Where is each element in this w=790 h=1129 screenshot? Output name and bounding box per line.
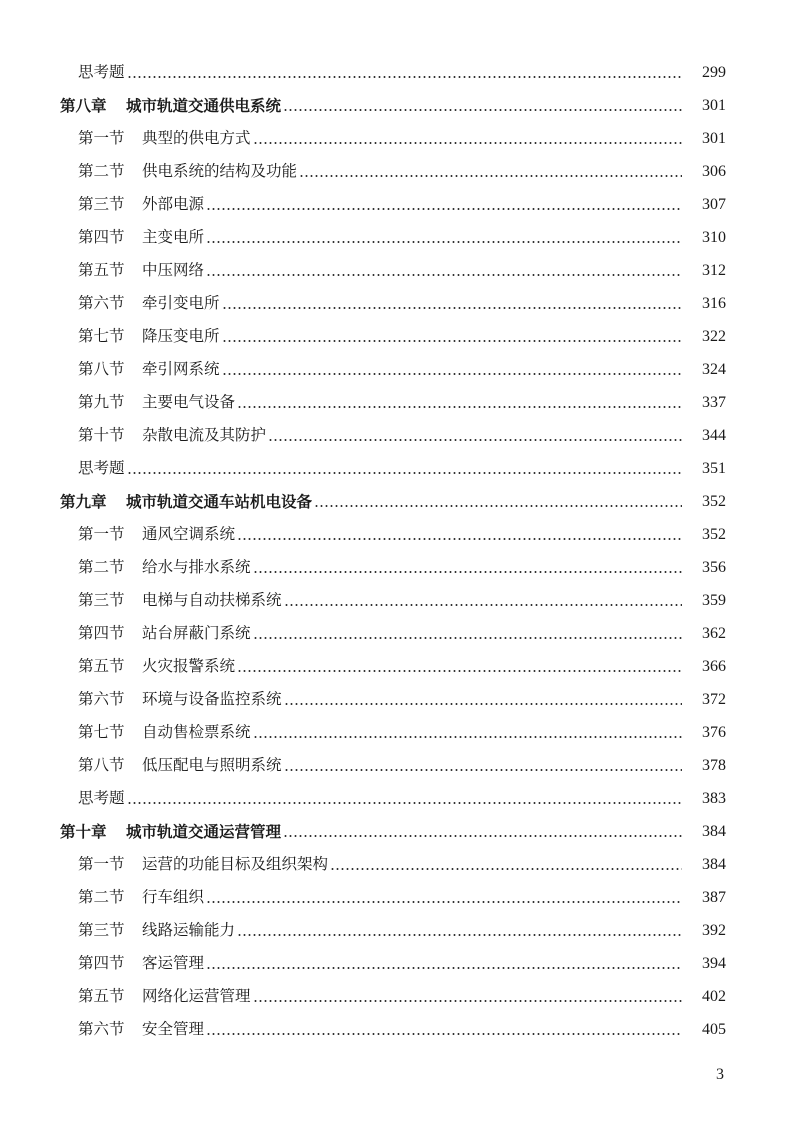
toc-entry-title: 思考题 — [78, 789, 125, 807]
toc-entry-title: 城市轨道交通供电系统 — [126, 96, 282, 115]
toc-entry-label — [78, 584, 282, 617]
toc-questions-row — [0, 452, 726, 485]
toc-page-number: 378 — [702, 757, 726, 774]
toc-entry-title: 典型的供电方式 — [142, 129, 251, 147]
toc-entry-title: 站台屏蔽门系统 — [142, 624, 251, 642]
toc-entry-label — [78, 914, 235, 947]
toc-entry-number: 第六节 — [78, 294, 125, 312]
toc-entry-number: 第十节 — [78, 426, 125, 444]
toc-entry-label — [78, 287, 220, 320]
dot-leader — [253, 142, 682, 144]
toc-entry-label — [78, 716, 251, 749]
toc-section-row — [0, 980, 726, 1013]
toc-page-number: 383 — [702, 790, 726, 807]
toc-entry-number: 第五节 — [78, 987, 125, 1005]
toc-entry-label — [78, 188, 204, 221]
toc-entry-number: 第八节 — [78, 756, 125, 774]
toc-section-row — [0, 188, 726, 221]
toc-section-row — [0, 155, 726, 188]
toc-page-number: 301 — [702, 97, 726, 114]
toc-page-number: 316 — [702, 295, 726, 312]
toc-entry-number: 第四节 — [78, 624, 125, 642]
toc-entry-number: 第十章 — [60, 822, 107, 841]
toc-entry-label — [78, 617, 251, 650]
toc-section-row — [0, 320, 726, 353]
toc-entry-title: 外部电源 — [142, 195, 205, 213]
toc-entry-title: 中压网络 — [142, 261, 205, 279]
toc-page-number: 394 — [702, 955, 726, 972]
dot-leader — [253, 1000, 682, 1002]
toc-page-number: 306 — [702, 163, 726, 180]
toc-entry-number: 第九节 — [78, 393, 125, 411]
toc-entry-label — [78, 551, 251, 584]
toc-entry-label — [78, 320, 220, 353]
toc-section-row — [0, 419, 726, 452]
toc-entry-number: 第三节 — [78, 591, 125, 609]
toc-entry-title: 自动售检票系统 — [142, 723, 251, 741]
toc-page-number: 322 — [702, 328, 726, 345]
toc-section-row — [0, 287, 726, 320]
toc-section-row — [0, 683, 726, 716]
toc-entry-label — [78, 386, 235, 419]
toc-entry-label — [78, 353, 220, 386]
dot-leader — [253, 637, 682, 639]
dot-leader — [206, 967, 682, 969]
toc-entry-title: 思考题 — [78, 459, 125, 477]
toc-section-row — [0, 386, 726, 419]
toc-section-row — [0, 518, 726, 551]
toc-page-number: 356 — [702, 559, 726, 576]
toc-page-number: 299 — [702, 64, 726, 81]
toc-entry-number: 第六节 — [78, 690, 125, 708]
toc-section-row — [0, 914, 726, 947]
dot-leader — [127, 472, 682, 474]
toc-entry-label — [78, 221, 204, 254]
toc-entry-number: 第三节 — [78, 921, 125, 939]
toc-entry-title: 思考题 — [78, 63, 125, 81]
toc-entry-label — [78, 782, 125, 815]
toc-entry-number: 第二节 — [78, 558, 125, 576]
toc-entry-label — [60, 485, 312, 518]
dot-leader — [206, 1033, 682, 1035]
toc-page-number: 351 — [702, 460, 726, 477]
toc-section-row — [0, 221, 726, 254]
toc-page-number: 324 — [702, 361, 726, 378]
toc-entry-number: 第五节 — [78, 261, 125, 279]
dot-leader — [314, 505, 682, 507]
toc-section-row — [0, 584, 726, 617]
toc-entry-label — [78, 452, 125, 485]
dot-leader — [253, 736, 682, 738]
toc-entry-label — [78, 1013, 204, 1046]
toc-chapter-row — [0, 485, 726, 518]
toc-entry-title: 降压变电所 — [142, 327, 220, 345]
dot-leader — [237, 406, 682, 408]
toc-entry-label — [78, 848, 328, 881]
dot-leader — [268, 439, 682, 441]
toc-section-row — [0, 716, 726, 749]
dot-leader — [284, 769, 682, 771]
toc-section-row — [0, 650, 726, 683]
toc-entry-number: 第四节 — [78, 954, 125, 972]
toc-entry-title: 城市轨道交通车站机电设备 — [126, 492, 313, 511]
dot-leader — [237, 934, 682, 936]
toc-chapter-row — [0, 89, 726, 122]
toc-entry-label — [78, 518, 235, 551]
toc-entry-number: 第一节 — [78, 525, 125, 543]
toc-entry-title: 线路运输能力 — [142, 921, 236, 939]
toc-page-number: 337 — [702, 394, 726, 411]
toc-entry-number: 第八章 — [60, 96, 107, 115]
toc-entry-title: 运营的功能目标及组织架构 — [142, 855, 329, 873]
toc-entry-title: 杂散电流及其防护 — [142, 426, 267, 444]
toc-entry-label — [78, 419, 266, 452]
toc-entry-label — [78, 56, 125, 89]
toc-page-number: 352 — [702, 526, 726, 543]
toc-entry-number: 第九章 — [60, 492, 107, 511]
toc-section-row — [0, 1013, 726, 1046]
toc-entry-label — [60, 89, 281, 122]
dot-leader — [127, 76, 682, 78]
dot-leader — [222, 307, 682, 309]
dot-leader — [222, 340, 682, 342]
toc-page-number: 359 — [702, 592, 726, 609]
toc-section-row — [0, 848, 726, 881]
toc-entry-label — [78, 749, 282, 782]
toc-section-row — [0, 551, 726, 584]
page-number: 3 — [716, 1066, 724, 1083]
toc-entry-number: 第三节 — [78, 195, 125, 213]
toc-entry-title: 供电系统的结构及功能 — [142, 162, 298, 180]
dot-leader — [283, 835, 682, 837]
toc-section-row — [0, 947, 726, 980]
toc-entry-title: 火灾报警系统 — [142, 657, 236, 675]
toc-entry-title: 低压配电与照明系统 — [142, 756, 282, 774]
toc-entry-label — [78, 650, 235, 683]
toc-section-row — [0, 353, 726, 386]
dot-leader — [237, 670, 682, 672]
toc-entry-label — [78, 980, 251, 1013]
dot-leader — [206, 901, 682, 903]
dot-leader — [127, 802, 682, 804]
toc-page-number: 372 — [702, 691, 726, 708]
toc-section-row — [0, 122, 726, 155]
toc-entry-title: 城市轨道交通运营管理 — [126, 822, 282, 841]
toc-entry-number: 第一节 — [78, 129, 125, 147]
dot-leader — [283, 109, 682, 111]
toc-page-number: 405 — [702, 1021, 726, 1038]
toc-entry-number: 第七节 — [78, 327, 125, 345]
toc-page-number: 312 — [702, 262, 726, 279]
toc-entry-label — [78, 254, 204, 287]
toc-entry-title: 安全管理 — [142, 1020, 205, 1038]
toc-page-number: 310 — [702, 229, 726, 246]
toc-section-row — [0, 749, 726, 782]
toc-entry-number: 第一节 — [78, 855, 125, 873]
toc-entry-number: 第二节 — [78, 162, 125, 180]
toc-page-number: 384 — [702, 823, 726, 840]
toc-section-row — [0, 254, 726, 287]
dot-leader — [284, 703, 682, 705]
table-of-contents — [0, 56, 790, 1046]
toc-page-number: 344 — [702, 427, 726, 444]
toc-page-number: 384 — [702, 856, 726, 873]
toc-section-row — [0, 881, 726, 914]
dot-leader — [222, 373, 682, 375]
toc-entry-title: 主要电气设备 — [142, 393, 236, 411]
toc-page-number: 376 — [702, 724, 726, 741]
toc-entry-label — [78, 881, 204, 914]
dot-leader — [237, 538, 682, 540]
toc-entry-title: 网络化运营管理 — [142, 987, 251, 1005]
dot-leader — [330, 868, 682, 870]
toc-entry-number: 第八节 — [78, 360, 125, 378]
dot-leader — [206, 208, 682, 210]
toc-entry-title: 通风空调系统 — [142, 525, 236, 543]
dot-leader — [299, 175, 682, 177]
toc-page-number: 362 — [702, 625, 726, 642]
toc-entry-title: 牵引变电所 — [142, 294, 220, 312]
dot-leader — [253, 571, 682, 573]
toc-entry-label — [78, 122, 251, 155]
toc-entry-label — [78, 683, 282, 716]
toc-entry-label — [78, 155, 297, 188]
toc-entry-number: 第二节 — [78, 888, 125, 906]
toc-page-number: 301 — [702, 130, 726, 147]
toc-entry-title: 电梯与自动扶梯系统 — [142, 591, 282, 609]
toc-page-number: 307 — [702, 196, 726, 213]
dot-leader — [206, 241, 682, 243]
toc-entry-title: 牵引网系统 — [142, 360, 220, 378]
toc-page-number: 352 — [702, 493, 726, 510]
toc-section-row — [0, 617, 726, 650]
toc-questions-row — [0, 56, 726, 89]
toc-entry-title: 主变电所 — [142, 228, 205, 246]
toc-entry-title: 客运管理 — [142, 954, 205, 972]
dot-leader — [206, 274, 682, 276]
toc-entry-label — [78, 947, 204, 980]
toc-chapter-row — [0, 815, 726, 848]
toc-entry-number: 第七节 — [78, 723, 125, 741]
toc-entry-title: 环境与设备监控系统 — [142, 690, 282, 708]
toc-questions-row — [0, 782, 726, 815]
toc-page-number: 366 — [702, 658, 726, 675]
dot-leader — [284, 604, 682, 606]
toc-page-number: 387 — [702, 889, 726, 906]
toc-page-number: 402 — [702, 988, 726, 1005]
toc-entry-number: 第五节 — [78, 657, 125, 675]
toc-entry-title: 给水与排水系统 — [142, 558, 251, 576]
toc-entry-number: 第六节 — [78, 1020, 125, 1038]
toc-entry-title: 行车组织 — [142, 888, 205, 906]
toc-entry-number: 第四节 — [78, 228, 125, 246]
toc-page-number: 392 — [702, 922, 726, 939]
toc-entry-label — [60, 815, 281, 848]
